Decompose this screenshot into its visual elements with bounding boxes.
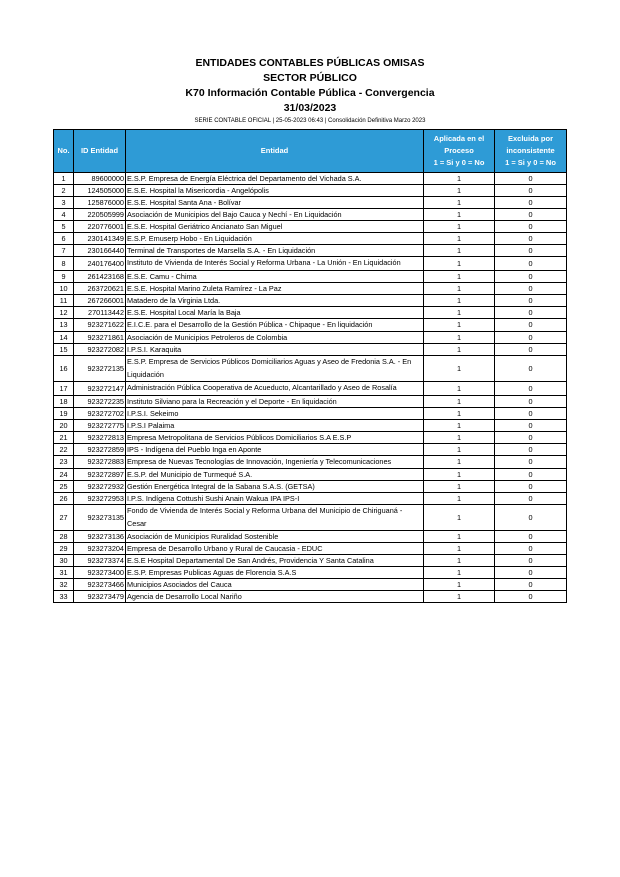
row-entidad: E.S.P. Emuserp Hobo - En Liquidación [126,233,424,245]
row-id-entidad: 923273400 [74,567,126,579]
table-body [54,173,567,603]
row-entidad: E.S.P. Empresa de Servicios Públicos Domiciliarios Aguas y Aseo de Fredonia S.A. - En Liquidación [126,356,424,382]
row-aplicada: 1 [424,579,495,591]
row-id-entidad: 923272932 [74,481,126,493]
row-id-entidad: 923271622 [74,318,126,332]
row-id-entidad: 923272859 [74,443,126,455]
row-number: 22 [54,443,74,455]
row-entidad: Fondo de Vivienda de Interés Social y Reforma Urbana del Municipio de Chiriguaná - Cesar [126,505,424,531]
row-entidad: Agencia de Desarrollo Local Nariño [126,591,424,603]
row-entidad: E.I.C.E. para el Desarrollo de la Gestión Pública - Chipaque - En liquidación [126,318,424,332]
row-id-entidad: 125876000 [74,197,126,209]
table-row [54,382,567,396]
row-entidad: Municipios Asociados del Cauca [126,579,424,591]
row-id-entidad: 923272813 [74,431,126,443]
row-aplicada: 1 [424,431,495,443]
row-entidad: Asociación de Municipios Petroleros de Colombia [126,332,424,344]
table-row [54,294,567,306]
row-entidad: E.S.P. Empresas Publicas Aguas de Florencia S.A.S [126,567,424,579]
row-number: 27 [54,505,74,531]
row-excluida: 0 [495,591,567,603]
row-number: 1 [54,173,74,185]
table-row [54,270,567,282]
row-entidad: Empresa Metropolitana de Servicios Públicos Domiciliarios S.A E.S.P [126,431,424,443]
row-excluida: 0 [495,233,567,245]
row-id-entidad: 261423168 [74,270,126,282]
row-aplicada: 1 [424,344,495,356]
row-aplicada: 1 [424,221,495,233]
row-id-entidad: 923272702 [74,407,126,419]
row-id-entidad: 923273479 [74,591,126,603]
table-row [54,306,567,318]
row-number: 14 [54,332,74,344]
row-excluida: 0 [495,270,567,282]
row-number: 6 [54,233,74,245]
row-number: 2 [54,185,74,197]
header-aplicada-line3: 1 = Si y 0 = No [433,158,485,167]
row-id-entidad: 923272147 [74,382,126,396]
report-date: 31/03/2023 [283,102,337,114]
header-excluida-line2: inconsistente [506,146,555,155]
row-entidad: E.S.E. Hospital la Misericordia - Angelópolis [126,185,424,197]
row-excluida: 0 [495,493,567,505]
row-excluida: 0 [495,356,567,382]
row-entidad: Instituto de Vivienda de Interés Social y Reforma Urbana - La Unión - En Liquidación [126,257,424,271]
report-subtitle: SERIE CONTABLE OFICIAL | 25-05-2023 06:43 | Consolidación Definitiva Marzo 2023 [194,118,426,124]
row-entidad: Terminal de Transportes de Marsella S.A. - En Liquidación [126,245,424,257]
row-id-entidad: 230166440 [74,245,126,257]
row-entidad: I.P.S.I. Karaquita [126,344,424,356]
table-row [54,356,567,382]
row-entidad: E.S.P. del Municipio de Turmequé S.A. [126,469,424,481]
row-excluida: 0 [495,455,567,469]
row-aplicada: 1 [424,382,495,396]
row-aplicada: 1 [424,318,495,332]
row-number: 10 [54,282,74,294]
row-number: 5 [54,221,74,233]
row-id-entidad: 923273204 [74,543,126,555]
row-number: 9 [54,270,74,282]
row-aplicada: 1 [424,531,495,543]
row-number: 20 [54,419,74,431]
table-row [54,257,567,271]
row-entidad: Empresa de Nuevas Tecnologías de Innovación, Ingeniería y Telecomunicaciones [126,455,424,469]
row-aplicada: 1 [424,567,495,579]
row-id-entidad: 263720621 [74,282,126,294]
row-id-entidad: 923271861 [74,332,126,344]
row-id-entidad: 267266001 [74,294,126,306]
row-number: 19 [54,407,74,419]
row-excluida: 0 [495,481,567,493]
row-number: 17 [54,382,74,396]
row-number: 16 [54,356,74,382]
row-number: 30 [54,555,74,567]
table-row [54,555,567,567]
row-entidad: Matadero de la Virginia Ltda. [126,294,424,306]
row-aplicada: 1 [424,245,495,257]
row-entidad: I.P.S.I Palaima [126,419,424,431]
row-id-entidad: 923272235 [74,395,126,407]
row-excluida: 0 [495,505,567,531]
row-excluida: 0 [495,419,567,431]
table-row [54,579,567,591]
row-id-entidad: 923272775 [74,419,126,431]
header-aplicada-line2: Proceso [444,146,474,155]
row-excluida: 0 [495,469,567,481]
row-excluida: 0 [495,443,567,455]
table-row [54,282,567,294]
row-aplicada: 1 [424,332,495,344]
row-id-entidad: 923272135 [74,356,126,382]
row-excluida: 0 [495,282,567,294]
row-aplicada: 1 [424,306,495,318]
table-row [54,505,567,531]
table-row [54,407,567,419]
row-number: 13 [54,318,74,332]
row-excluida: 0 [495,531,567,543]
row-number: 31 [54,567,74,579]
row-aplicada: 1 [424,282,495,294]
row-number: 28 [54,531,74,543]
row-number: 26 [54,493,74,505]
row-entidad: E.S.E Hospital Departamental De San Andrés, Providencia Y Santa Catalina [126,555,424,567]
report-category: K70 Información Contable Pública - Convergencia [185,87,435,99]
table-row [54,173,567,185]
header-no: No. [54,130,74,173]
row-number: 4 [54,209,74,221]
row-aplicada: 1 [424,505,495,531]
row-excluida: 0 [495,543,567,555]
row-aplicada: 1 [424,395,495,407]
row-number: 8 [54,257,74,271]
row-excluida: 0 [495,579,567,591]
row-entidad: Asociación de Municipios Ruralidad Sostenible [126,531,424,543]
row-number: 7 [54,245,74,257]
table-row [54,318,567,332]
entities-table [53,129,567,603]
row-entidad: I.P.S. Indígena Cottushi Sushi Anain Wakua IPA IPS-I [126,493,424,505]
row-excluida: 0 [495,245,567,257]
row-id-entidad: 240176400 [74,257,126,271]
row-entidad: Instituto Silviano para la Recreación y el Deporte - En liquidación [126,395,424,407]
row-number: 32 [54,579,74,591]
header-aplicada [424,130,495,173]
row-entidad: Asociación de Municipios del Bajo Cauca y Nechí - En Liquidación [126,209,424,221]
table-row [54,419,567,431]
header-aplicada-line1: Aplicada en el [433,134,485,143]
row-number: 15 [54,344,74,356]
row-entidad: E.S.E. Hospital Local María la Baja [126,306,424,318]
row-aplicada: 1 [424,185,495,197]
table-row [54,469,567,481]
row-id-entidad: 923273374 [74,555,126,567]
row-aplicada: 1 [424,481,495,493]
row-id-entidad: 220505999 [74,209,126,221]
row-id-entidad: 923273136 [74,531,126,543]
row-entidad: E.S.E. Hospital Santa Ana - Bolívar [126,197,424,209]
table-row [54,567,567,579]
row-excluida: 0 [495,306,567,318]
row-aplicada: 1 [424,443,495,455]
table-row [54,531,567,543]
row-number: 11 [54,294,74,306]
row-excluida: 0 [495,221,567,233]
row-id-entidad: 923272082 [74,344,126,356]
row-excluida: 0 [495,431,567,443]
row-aplicada: 1 [424,356,495,382]
row-excluida: 0 [495,555,567,567]
row-excluida: 0 [495,382,567,396]
table-row [54,185,567,197]
row-number: 24 [54,469,74,481]
row-excluida: 0 [495,407,567,419]
row-entidad: E.S.E. Camu - Chima [126,270,424,282]
row-number: 33 [54,591,74,603]
row-number: 12 [54,306,74,318]
row-id-entidad: 124505000 [74,185,126,197]
row-number: 3 [54,197,74,209]
header-excluida-line3: 1 = Si y 0 = No [505,158,556,167]
table-row [54,431,567,443]
row-excluida: 0 [495,332,567,344]
row-id-entidad: 89600000 [74,173,126,185]
row-entidad: E.S.P. Empresa de Energía Eléctrica del Departamento del Vichada S.A. [126,173,424,185]
table-row [54,443,567,455]
table-row [54,543,567,555]
row-excluida: 0 [495,344,567,356]
header-id-entidad: ID Entidad [74,130,126,173]
row-aplicada: 1 [424,173,495,185]
row-aplicada: 1 [424,419,495,431]
table-row [54,591,567,603]
row-id-entidad: 270113442 [74,306,126,318]
row-excluida: 0 [495,185,567,197]
row-aplicada: 1 [424,209,495,221]
row-number: 29 [54,543,74,555]
row-entidad: E.S.E. Hospital Geriátrico Ancianato San Miguel [126,221,424,233]
row-id-entidad: 230141349 [74,233,126,245]
table-row [54,344,567,356]
table-row [54,455,567,469]
row-entidad: Empresa de Desarrollo Urbano y Rural de Caucasia - EDUC [126,543,424,555]
table-row [54,221,567,233]
row-aplicada: 1 [424,294,495,306]
row-excluida: 0 [495,294,567,306]
header-excluida [495,130,567,173]
row-number: 25 [54,481,74,493]
row-aplicada: 1 [424,493,495,505]
table-row [54,481,567,493]
row-excluida: 0 [495,197,567,209]
row-aplicada: 1 [424,591,495,603]
row-excluida: 0 [495,395,567,407]
row-aplicada: 1 [424,543,495,555]
row-aplicada: 1 [424,407,495,419]
row-aplicada: 1 [424,257,495,271]
row-aplicada: 1 [424,233,495,245]
row-entidad: I.P.S.I. Sekeimo [126,407,424,419]
report-title: ENTIDADES CONTABLES PÚBLICAS OMISAS [195,57,425,69]
table-row [54,332,567,344]
table-header-row [54,130,567,173]
row-id-entidad: 220776001 [74,221,126,233]
table-row [54,233,567,245]
row-aplicada: 1 [424,555,495,567]
row-excluida: 0 [495,257,567,271]
table-row [54,209,567,221]
row-excluida: 0 [495,173,567,185]
row-excluida: 0 [495,209,567,221]
report-sector: SECTOR PÚBLICO [263,72,357,84]
row-id-entidad: 923272897 [74,469,126,481]
row-entidad: Gestión Energética Integral de la Sabana S.A.S. (GETSA) [126,481,424,493]
row-aplicada: 1 [424,270,495,282]
row-aplicada: 1 [424,455,495,469]
row-excluida: 0 [495,318,567,332]
table-row [54,493,567,505]
row-entidad: Administración Pública Cooperativa de Acueducto, Alcantarillado y Aseo de Rosalía [126,382,424,396]
row-number: 18 [54,395,74,407]
row-id-entidad: 923272883 [74,455,126,469]
header-excluida-line1: Excluida por [507,134,553,143]
row-entidad: IPS - Indígena del Pueblo Inga en Aponte [126,443,424,455]
row-number: 21 [54,431,74,443]
row-number: 23 [54,455,74,469]
row-excluida: 0 [495,567,567,579]
table-row [54,197,567,209]
row-id-entidad: 923273466 [74,579,126,591]
row-id-entidad: 923272953 [74,493,126,505]
table-row [54,245,567,257]
row-id-entidad: 923273135 [74,505,126,531]
table-row [54,395,567,407]
row-entidad: E.S.E. Hospital Marino Zuleta Ramírez - La Paz [126,282,424,294]
header-entidad: Entidad [126,130,424,173]
row-aplicada: 1 [424,197,495,209]
row-aplicada: 1 [424,469,495,481]
